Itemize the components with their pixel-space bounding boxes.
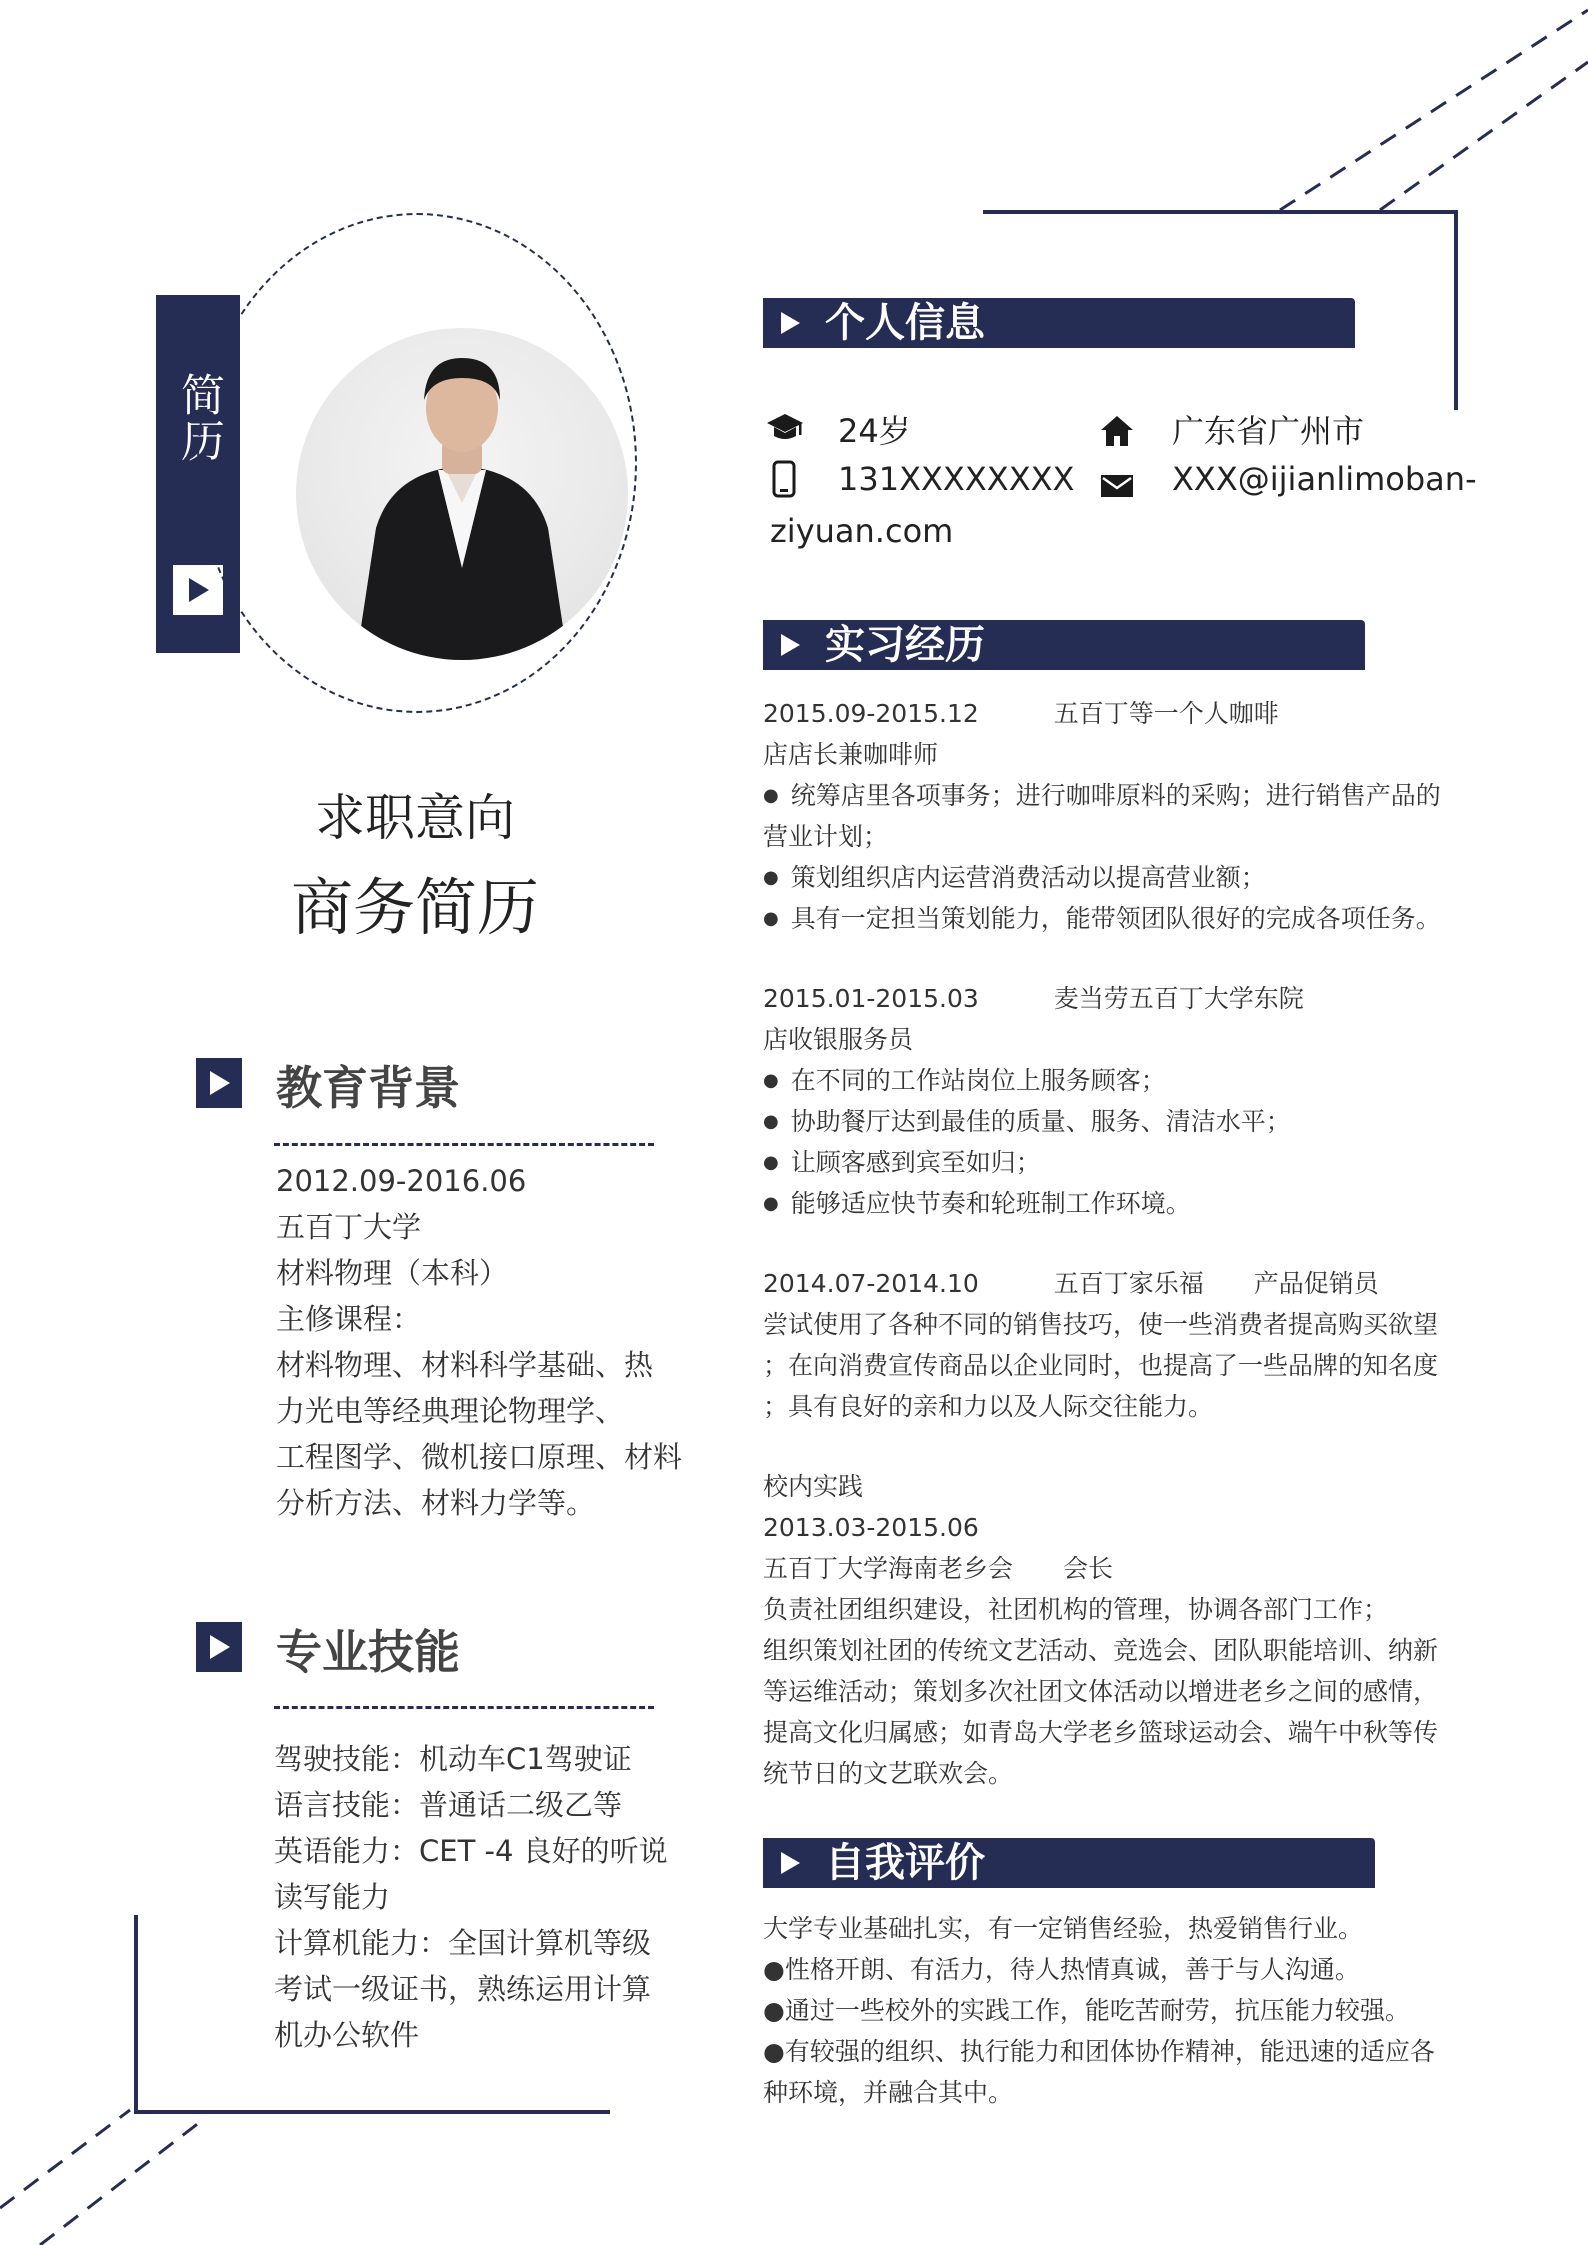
graduation-cap-icon [766,412,804,442]
avatar [296,328,628,660]
skills-play-icon [196,1622,242,1672]
mail-icon [1100,474,1134,498]
job-header: 2014.07-2014.10 五百丁家乐福 产品促销员 [763,1269,1379,1298]
play-icon [173,565,223,615]
person-silhouette-icon [296,328,628,660]
skill-line: 驾驶技能：机动车C1驾驶证 [274,1742,632,1776]
divider [274,1143,654,1146]
job-bullet: ● 协助餐厅达到最佳的质量、服务、清洁水平； [763,1101,1291,1142]
job-header: 2015.09-2015.12 五百丁等一个人咖啡 [763,699,1279,728]
job-header: 2015.01-2015.03 麦当劳五百丁大学东院 [763,984,1304,1013]
education-play-icon [196,1058,242,1108]
objective-value: 商务简历 [290,871,539,944]
job-bullet: ● 策划组织店内运营消费活动以提高营业额； [763,857,1266,898]
campus-line: 等运维活动；策划多次社团文体活动以增进老乡之间的感情， [763,1677,1439,1706]
campus-org: 五百丁大学海南老乡会 会长 [763,1554,1114,1583]
skill-line: 考试一级证书，熟练运用计算 [274,1972,652,2006]
job-bullet: ● 在不同的工作站岗位上服务顾客； [763,1060,1166,1101]
job-bullet-cont: 营业计划； [763,822,889,851]
phone-value: 131XXXXXXXX [838,460,1075,498]
campus-line: 负责社团组织建设，社团机构的管理，协调各部门工作； [763,1595,1389,1624]
email-value-cont: ziyuan.com [770,512,954,550]
campus-line: 统节日的文艺联欢会。 [763,1759,1014,1788]
job-bullet: ● 让顾客感到宾至如归； [763,1142,1041,1183]
self-eval-line: 大学专业基础扎实，有一定销售经验，热爱销售行业。 [763,1914,1364,1943]
phone-icon [772,460,796,498]
campus-line: 组织策划社团的传统文艺活动、竞选会、团队职能培训、纳新 [763,1636,1439,1665]
self-eval-section-header [763,1838,1375,1888]
education-major: 材料物理（本科） [276,1256,509,1290]
job-desc-line: ；具有良好的亲和力以及人际交往能力。 [763,1392,1214,1421]
education-course-line: 分析方法、材料力学等。 [276,1486,596,1520]
age-value: 24岁 [838,412,911,450]
self-eval-line: 种环境，并融合其中。 [763,2078,1014,2107]
divider [274,1706,654,1709]
campus-line: 提高文化归属感；如青岛大学老乡篮球运动会、端午中秋等传 [763,1718,1439,1747]
education-school: 五百丁大学 [276,1210,422,1244]
vertical-title: 简历 [173,372,224,464]
self-eval-line: ●性格开朗、有活力，待人热情真诚，善于与人沟通。 [763,1955,1360,1984]
skill-line: 语言技能：普通话二级乙等 [274,1788,623,1822]
job-role: 店收银服务员 [763,1025,914,1054]
self-eval-line: ●通过一些校外的实践工作，能吃苦耐劳，抗压能力较强。 [763,1996,1410,2025]
job-bullet: ● 统筹店里各项事务；进行咖啡原料的采购；进行销售产品的 [763,775,1441,816]
campus-label: 校内实践 [763,1472,864,1501]
personal-section-header [763,298,1355,348]
job-desc-line: 尝试使用了各种不同的销售技巧，使一些消费者提高购买欲望 [763,1310,1439,1339]
education-period: 2012.09-2016.06 [276,1164,527,1198]
skill-line: 机办公软件 [274,2018,420,2052]
location-value: 广东省广州市 [1172,412,1365,450]
self-eval-line: ●有较强的组织、执行能力和团体协作精神，能迅速的适应各 [763,2037,1435,2066]
education-courses-label: 主修课程： [276,1302,422,1336]
job-role: 店店长兼咖啡师 [763,740,939,769]
education-course-line: 力光电等经典理论物理学、 [276,1394,625,1428]
education-course-line: 材料物理、材料科学基础、热 [276,1348,654,1382]
skill-line: 英语能力：CET -4 良好的听说 [274,1834,668,1868]
skill-line: 计算机能力：全国计算机等级 [274,1926,652,1960]
self-eval-title: 自我评价 [825,1840,985,1886]
email-value: XXX@ijianlimoban- [1172,460,1477,498]
home-icon [1100,414,1134,448]
objective-label: 求职意向 [315,789,515,847]
education-title: 教育背景 [276,1061,460,1115]
job-desc-line: ；在向消费宣传商品以企业同时，也提高了一些品牌的知名度 [763,1351,1439,1380]
personal-title: 个人信息 [825,300,985,346]
skills-title: 专业技能 [276,1625,460,1679]
skill-line: 读写能力 [274,1880,391,1914]
job-bullet: ● 能够适应快节奏和轮班制工作环境。 [763,1183,1191,1224]
education-course-line: 工程图学、微机接口原理、材料 [276,1440,683,1474]
campus-period: 2013.03-2015.06 [763,1513,979,1542]
internship-title: 实习经历 [825,622,985,668]
job-bullet: ● 具有一定担当策划能力，能带领团队很好的完成各项任务。 [763,898,1441,939]
internship-section-header [763,620,1365,670]
